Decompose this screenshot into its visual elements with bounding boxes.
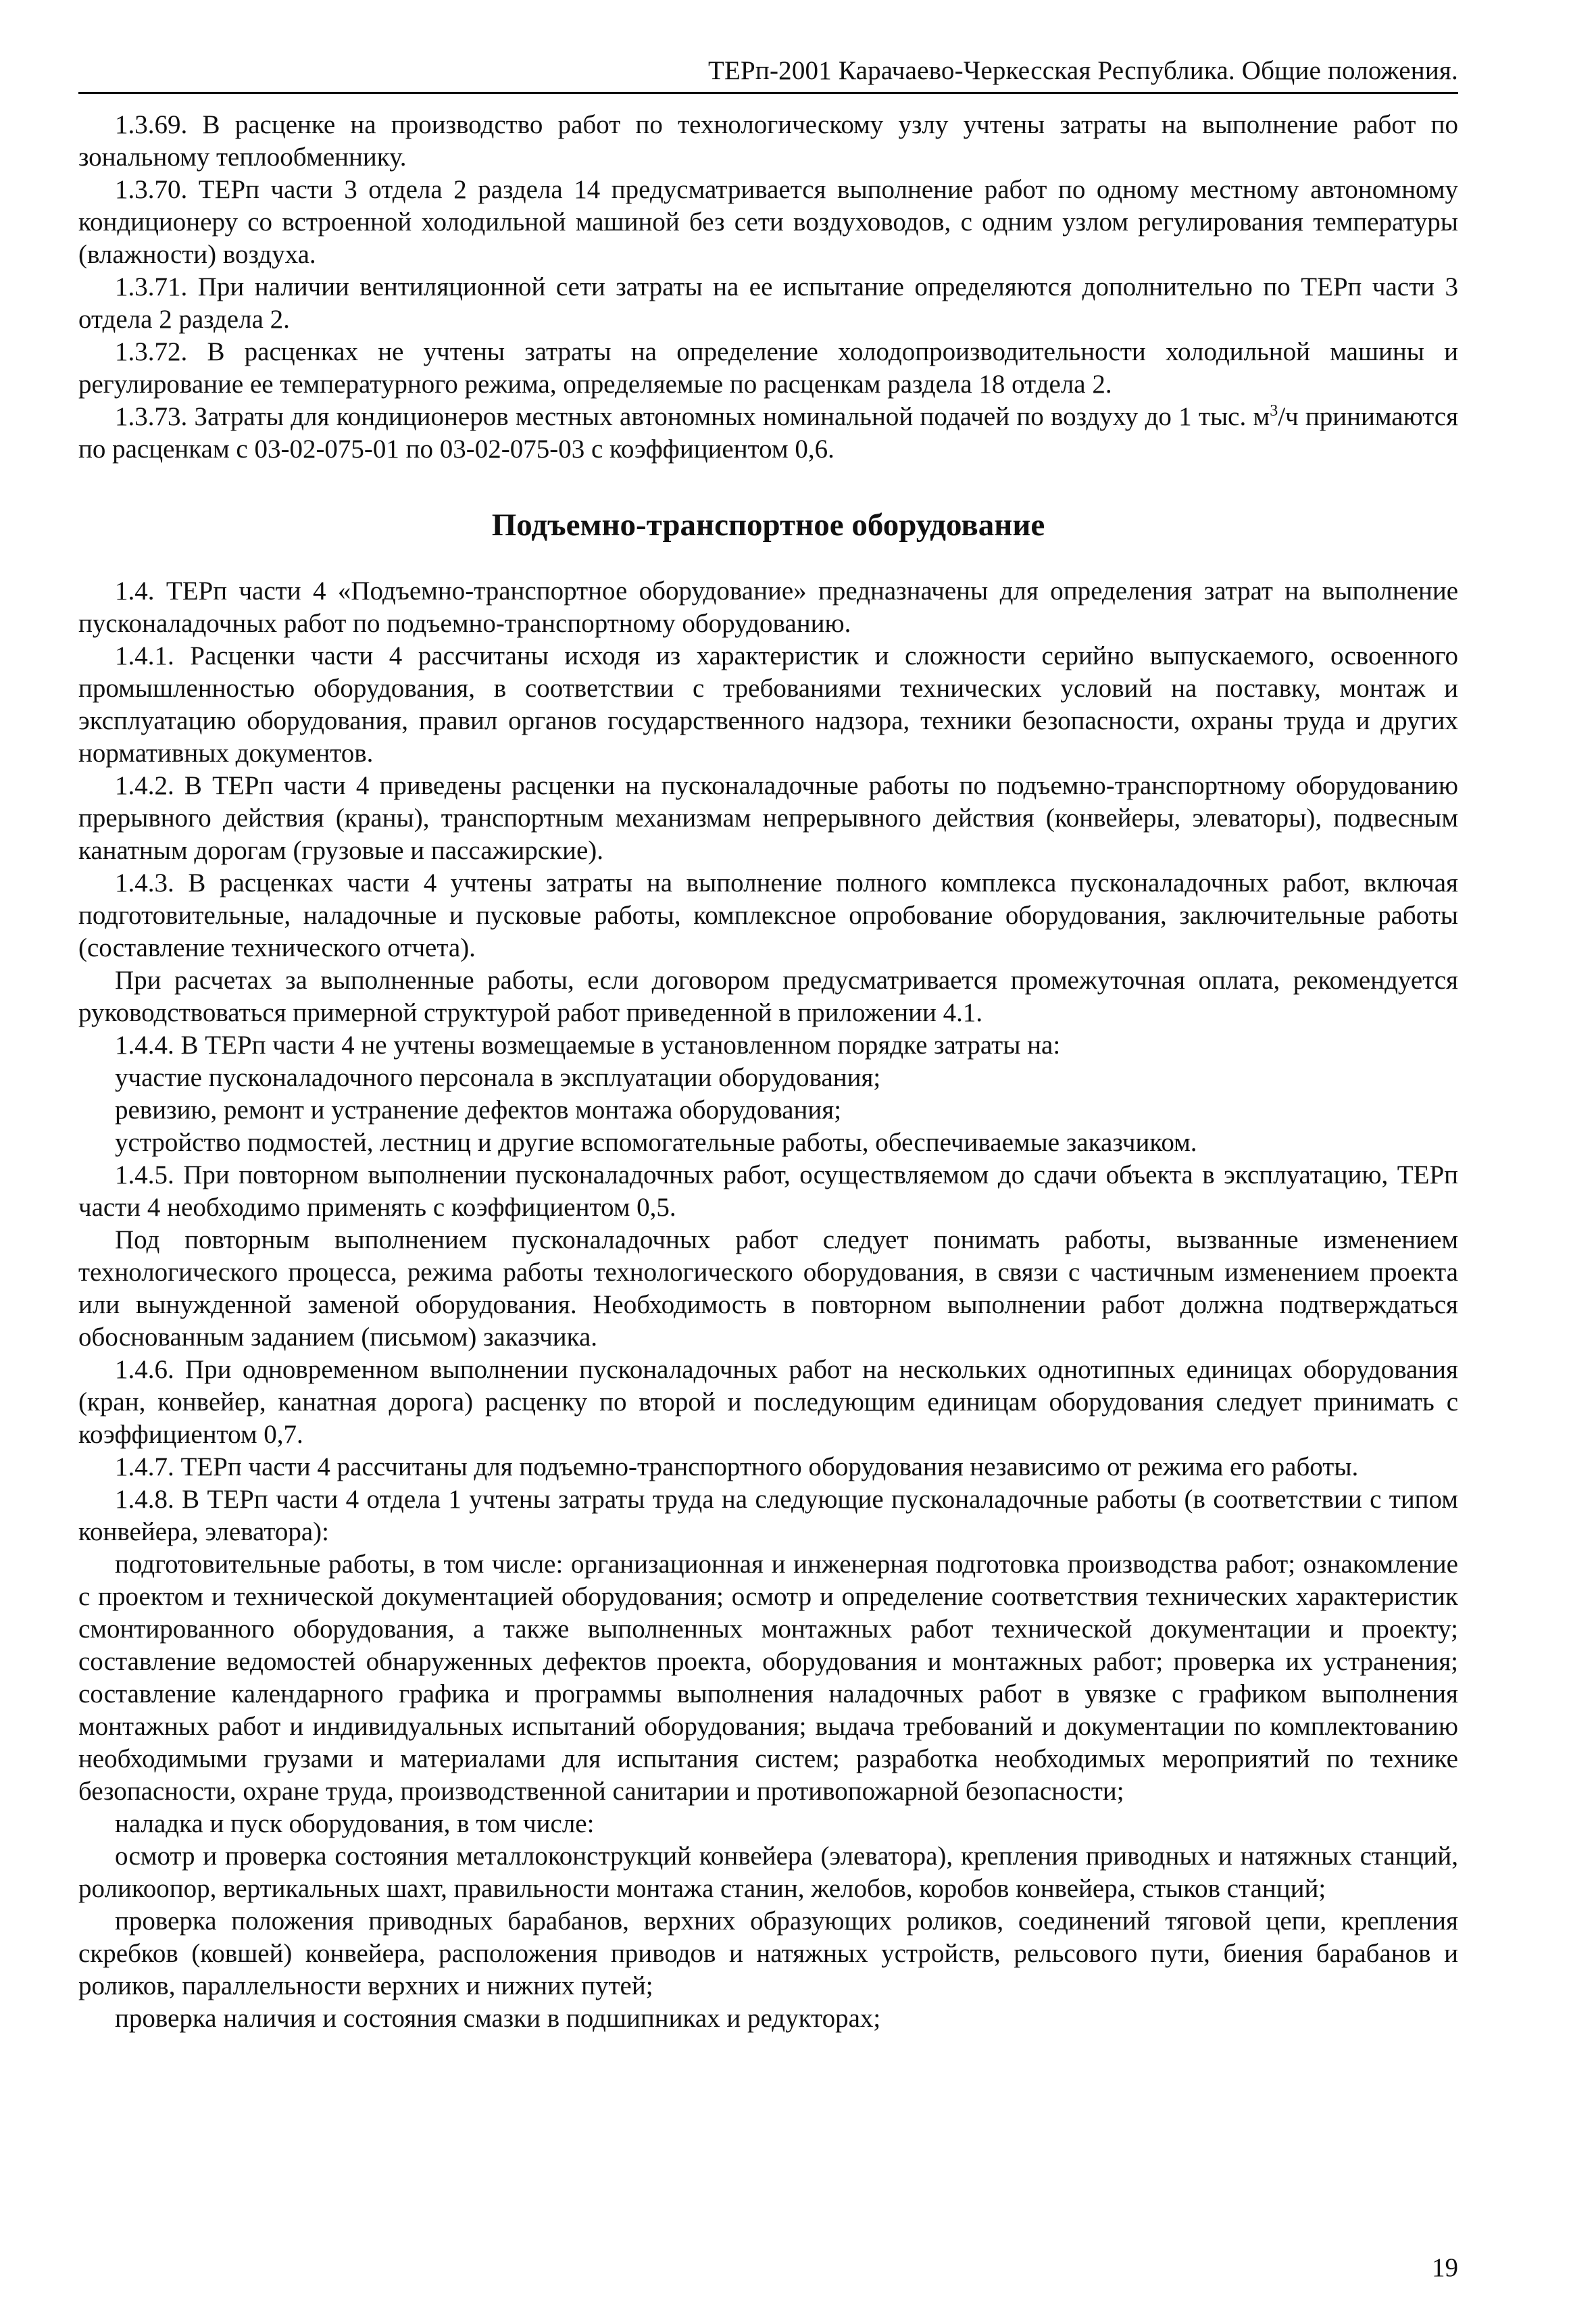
list-item: участие пусконаладочного персонала в эксплуатации оборудования; (115, 1063, 881, 1092)
paragraph: 1.4.4. В ТЕРп части 4 не учтены возмещаемые в установленном порядке затраты на: (115, 1031, 1061, 1060)
paragraph: 1.3.69. В расценке на производство работ по технологическому узлу учтены затраты на выполнение работ по зональному теплообменнику. (78, 110, 1458, 172)
paragraph-1-3-73 (78, 401, 1458, 466)
paragraph: При расчетах за выполненные работы, если договором предусматривается промежуточная оплата, рекомендуется руководствоваться примерной структурой работ приведенной в приложении 4.1. (78, 966, 1458, 1027)
paragraph: 1.4.6. При одновременном выполнении пусконаладочных работ на нескольких однотипных единицах оборудования (кран, конвейер, канатная дорога) расценку по второй и последующим единицам оборудования следует принимать с коэффициентом 0,7. (78, 1355, 1458, 1449)
document-page (78, 54, 1458, 2284)
list-item: проверка положения приводных барабанов, верхних образующих роликов, соединений тяговой цепи, крепления скребков (ковшей) конвейера, расположения приводов и натяжных устройств, рельсового пути, биения барабанов и роликов, параллельности верхних и нижних путей; (78, 1906, 1458, 2000)
running-header: ТЕРп-2001 Карачаево-Черкесская Республика. Общие положения. (78, 54, 1458, 94)
paragraph: 1.3.70. ТЕРп части 3 отдела 2 раздела 14 предусматривается выполнение работ по одному местному автономному кондиционеру со встроенной холодильной машиной без сети воздуховодов, с одним узлом регулирования температуры (влажности) воздуха. (78, 175, 1458, 269)
superscript: 3 (1270, 402, 1278, 420)
paragraph: 1.4.1. Расценки части 4 рассчитаны исходя из характеристик и сложности серийно выпускаемого, освоенного промышленностью оборудования, в соответствии с требованиями технических условий на поставку, монтаж и эксплуатацию оборудования, правил органов государственного надзора, техники безопасности, охраны труда и других нормативных документов. (78, 641, 1458, 768)
list-item: устройство подмостей, лестниц и другие вспомогательные работы, обеспечиваемые заказчиком. (115, 1128, 1197, 1157)
paragraph: 1.4.8. В ТЕРп части 4 отдела 1 учтены затраты труда на следующие пусконаладочные работы (в соответствии с типом конвейера, элеватора): (78, 1485, 1458, 1546)
paragraph: 1.3.72. В расценках не учтены затраты на определение холодопроизводительности холодильной машины и регулирование ее температурного режима, определяемые по расценкам раздела 18 отдела 2. (78, 337, 1458, 399)
page-number: 19 (1432, 2253, 1458, 2282)
paragraph-text: /ч принимаются по расценкам с 03-02-075-01 по 03-02-075-03 с коэффициентом 0,6. (78, 402, 1459, 464)
paragraph: 1.4. ТЕРп части 4 «Подъемно-транспортное оборудование» предназначены для определения затрат на выполнение пусконаладочных работ по подъемно-транспортному оборудованию. (78, 576, 1458, 638)
section-title: Подъемно-транспортное оборудование (491, 508, 1045, 543)
paragraph: 1.4.7. ТЕРп части 4 рассчитаны для подъемно-транспортного оборудования независимо от режима его работы. (115, 1452, 1359, 1481)
paragraph: 1.4.2. В ТЕРп части 4 приведены расценки на пусконаладочные работы по подъемно-транспортному оборудованию прерывного действия (краны), транспортным механизмам непрерывного действия (конвейеры, элеваторы), подвесным канатным дорогам (грузовые и пассажирские). (78, 771, 1458, 865)
list-item: проверка наличия и состояния смазки в подшипниках и редукторах; (115, 2004, 881, 2033)
paragraph: 1.3.71. При наличии вентиляционной сети затраты на ее испытание определяются дополнительно по ТЕРп части 3 отдела 2 раздела 2. (78, 272, 1458, 334)
paragraph: Под повторным выполнением пусконаладочных работ следует понимать работы, вызванные изменением технологического процесса, режима работы технологического оборудования, в связи с частичным изменением проекта или вынужденной заменой оборудования. Необходимость в повторном выполнении работ должна подтверждаться обоснованным заданием (письмом) заказчика. (78, 1225, 1458, 1352)
list-item: наладка и пуск оборудования, в том числе: (115, 1809, 595, 1838)
paragraph: 1.4.3. В расценках части 4 учтены затраты на выполнение полного комплекса пусконаладочных работ, включая подготовительные, наладочные и пусковые работы, комплексное опробование оборудования, заключительные работы (составление технического отчета). (78, 868, 1458, 962)
document-body (78, 109, 1458, 2035)
list-item: подготовительные работы, в том числе: организационная и инженерная подготовка производства работ; ознакомление с проектом и технической документацией оборудования; осмотр и определение соответствия технических характеристик смонтированного оборудования, а также выполненных монтажных работ технической документации и проекту; составление ведомостей обнаруженных дефектов проекта, оборудования и монтажных работ; проверка их устранения; составление календарного графика и программы выполнения наладочных работ в увязке с графиком выполнения монтажных работ и индивидуальных испытаний оборудования; выдача требований и документации по комплектованию необходимыми грузами и материалами для испытания систем; разработка необходимых мероприятий по технике безопасности, охране труда, производственной санитарии и противопожарной безопасности; (78, 1550, 1458, 1806)
paragraph-text: 1.3.73. Затраты для кондиционеров местных автономных номинальной подачей по воздуху до 1 тыс. м (115, 402, 1270, 431)
list-item: ревизию, ремонт и устранение дефектов монтажа оборудования; (115, 1096, 842, 1125)
list-item: осмотр и проверка состояния металлоконструкций конвейера (элеватора), крепления приводных и натяжных станций, роликоопор, вертикальных шахт, правильности монтажа станин, желобов, коробов конвейера, стыков станций; (78, 1842, 1458, 1903)
paragraph: 1.4.5. При повторном выполнении пусконаладочных работ, осуществляемом до сдачи объекта в эксплуатацию, ТЕРп части 4 необходимо применять с коэффициентом 0,5. (78, 1160, 1458, 1222)
